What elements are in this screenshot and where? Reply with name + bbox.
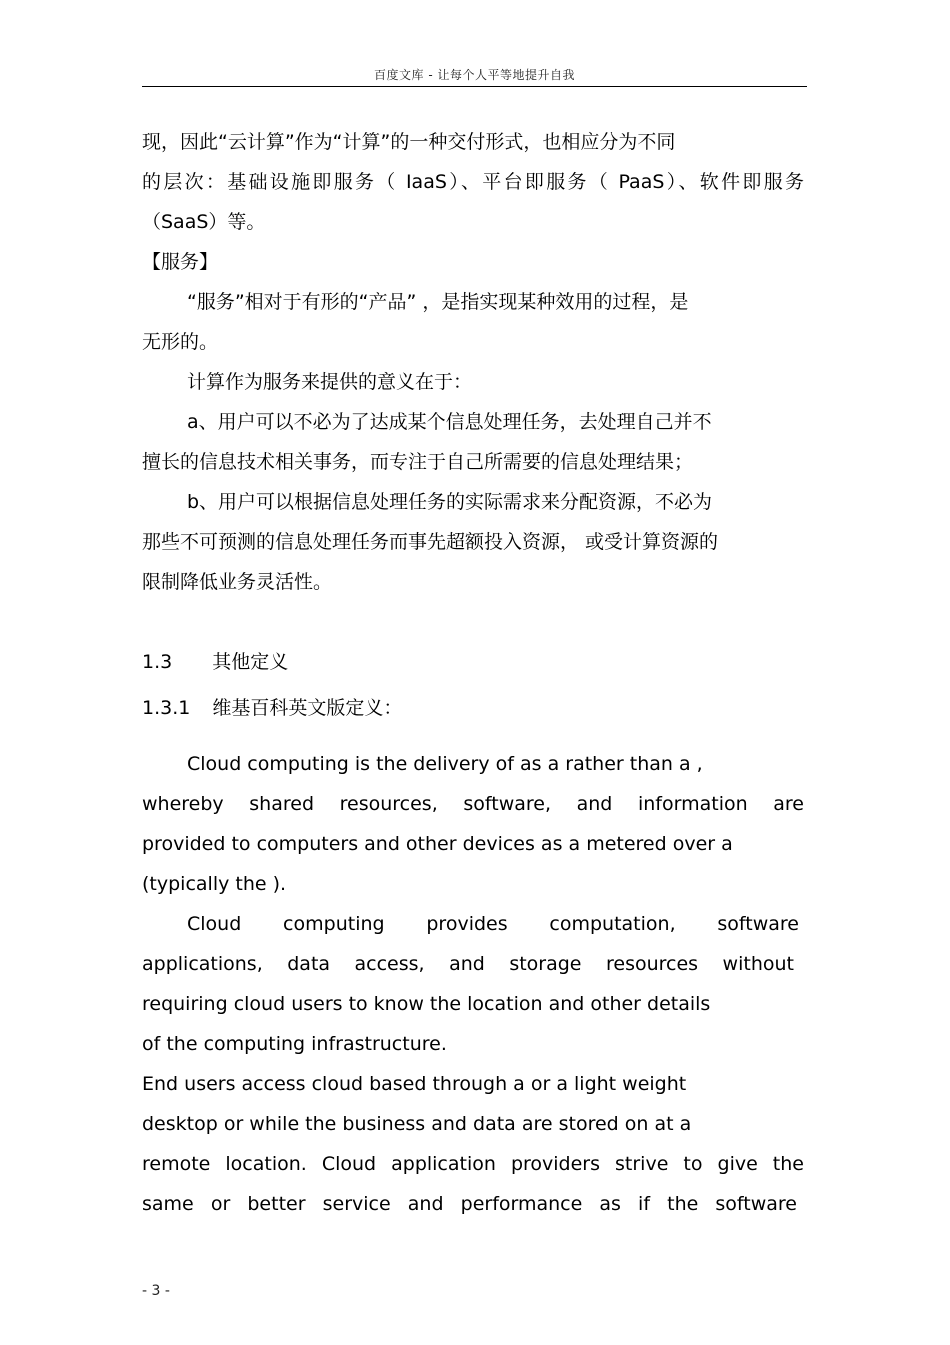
english-line: provided to computers and other devices as a metered over a	[142, 833, 733, 855]
english-line: remote location. Cloud application providers strive to give the	[142, 1153, 804, 1175]
english-line: whereby shared resources, software, and information are	[142, 793, 804, 815]
english-line: (typically the ).	[142, 873, 287, 895]
english-line: End users access cloud based through a or a light weight	[142, 1073, 687, 1095]
body-line: 现，因此“云计算”作为“计算”的一种交付形式，也相应分为不同	[142, 131, 676, 153]
section-title: 其他定义	[212, 651, 289, 673]
list-item-a: a、用户可以不必为了达成某个信息处理任务，去处理自己并不	[187, 411, 712, 433]
section-title: 维基百科英文版定义：	[212, 697, 403, 719]
section-number: 1.3.1	[142, 697, 191, 719]
header-divider	[142, 86, 807, 87]
body-line: 计算作为服务来提供的意义在于：	[187, 371, 473, 393]
english-line: Cloud computing is the delivery of as a rather than a ,	[187, 753, 703, 775]
english-line: applications, data access, and storage resources without	[142, 953, 794, 975]
english-line: Cloud computing provides computation, software	[187, 913, 799, 935]
body-line: 的层次：基础设施即服务（ IaaS）、平台即服务（ PaaS）、软件即服务	[142, 171, 804, 193]
list-item-b: b、用户可以根据信息处理任务的实际需求来分配资源，不必为	[187, 491, 713, 513]
section-label-service: 【服务】	[142, 251, 219, 273]
body-line: “服务”相对于有形的“产品” ，是指实现某种效用的过程，是	[187, 291, 689, 313]
section-heading-1-3	[142, 651, 288, 673]
english-line: desktop or while the business and data are stored on at a	[142, 1113, 692, 1135]
body-line: 无形的。	[142, 331, 219, 353]
english-line: requiring cloud users to know the location and other details	[142, 993, 711, 1015]
body-line: 那些不可预测的信息处理任务而事先超额投入资源， 或受计算资源的	[142, 531, 719, 553]
section-heading-1-3-1	[142, 697, 402, 719]
body-line: 擅长的信息技术相关事务，而专注于自己所需要的信息处理结果；	[142, 451, 694, 473]
page-number: - 3 -	[142, 1283, 170, 1299]
body-line: 限制降低业务灵活性。	[142, 571, 333, 593]
body-line: （SaaS）等。	[142, 211, 266, 233]
page-header: 百度文库 - 让每个人平等地提升自我	[374, 68, 575, 82]
english-line: of the computing infrastructure.	[142, 1033, 447, 1055]
section-number: 1.3	[142, 651, 173, 673]
english-line: same or better service and performance as if the software	[142, 1193, 797, 1215]
